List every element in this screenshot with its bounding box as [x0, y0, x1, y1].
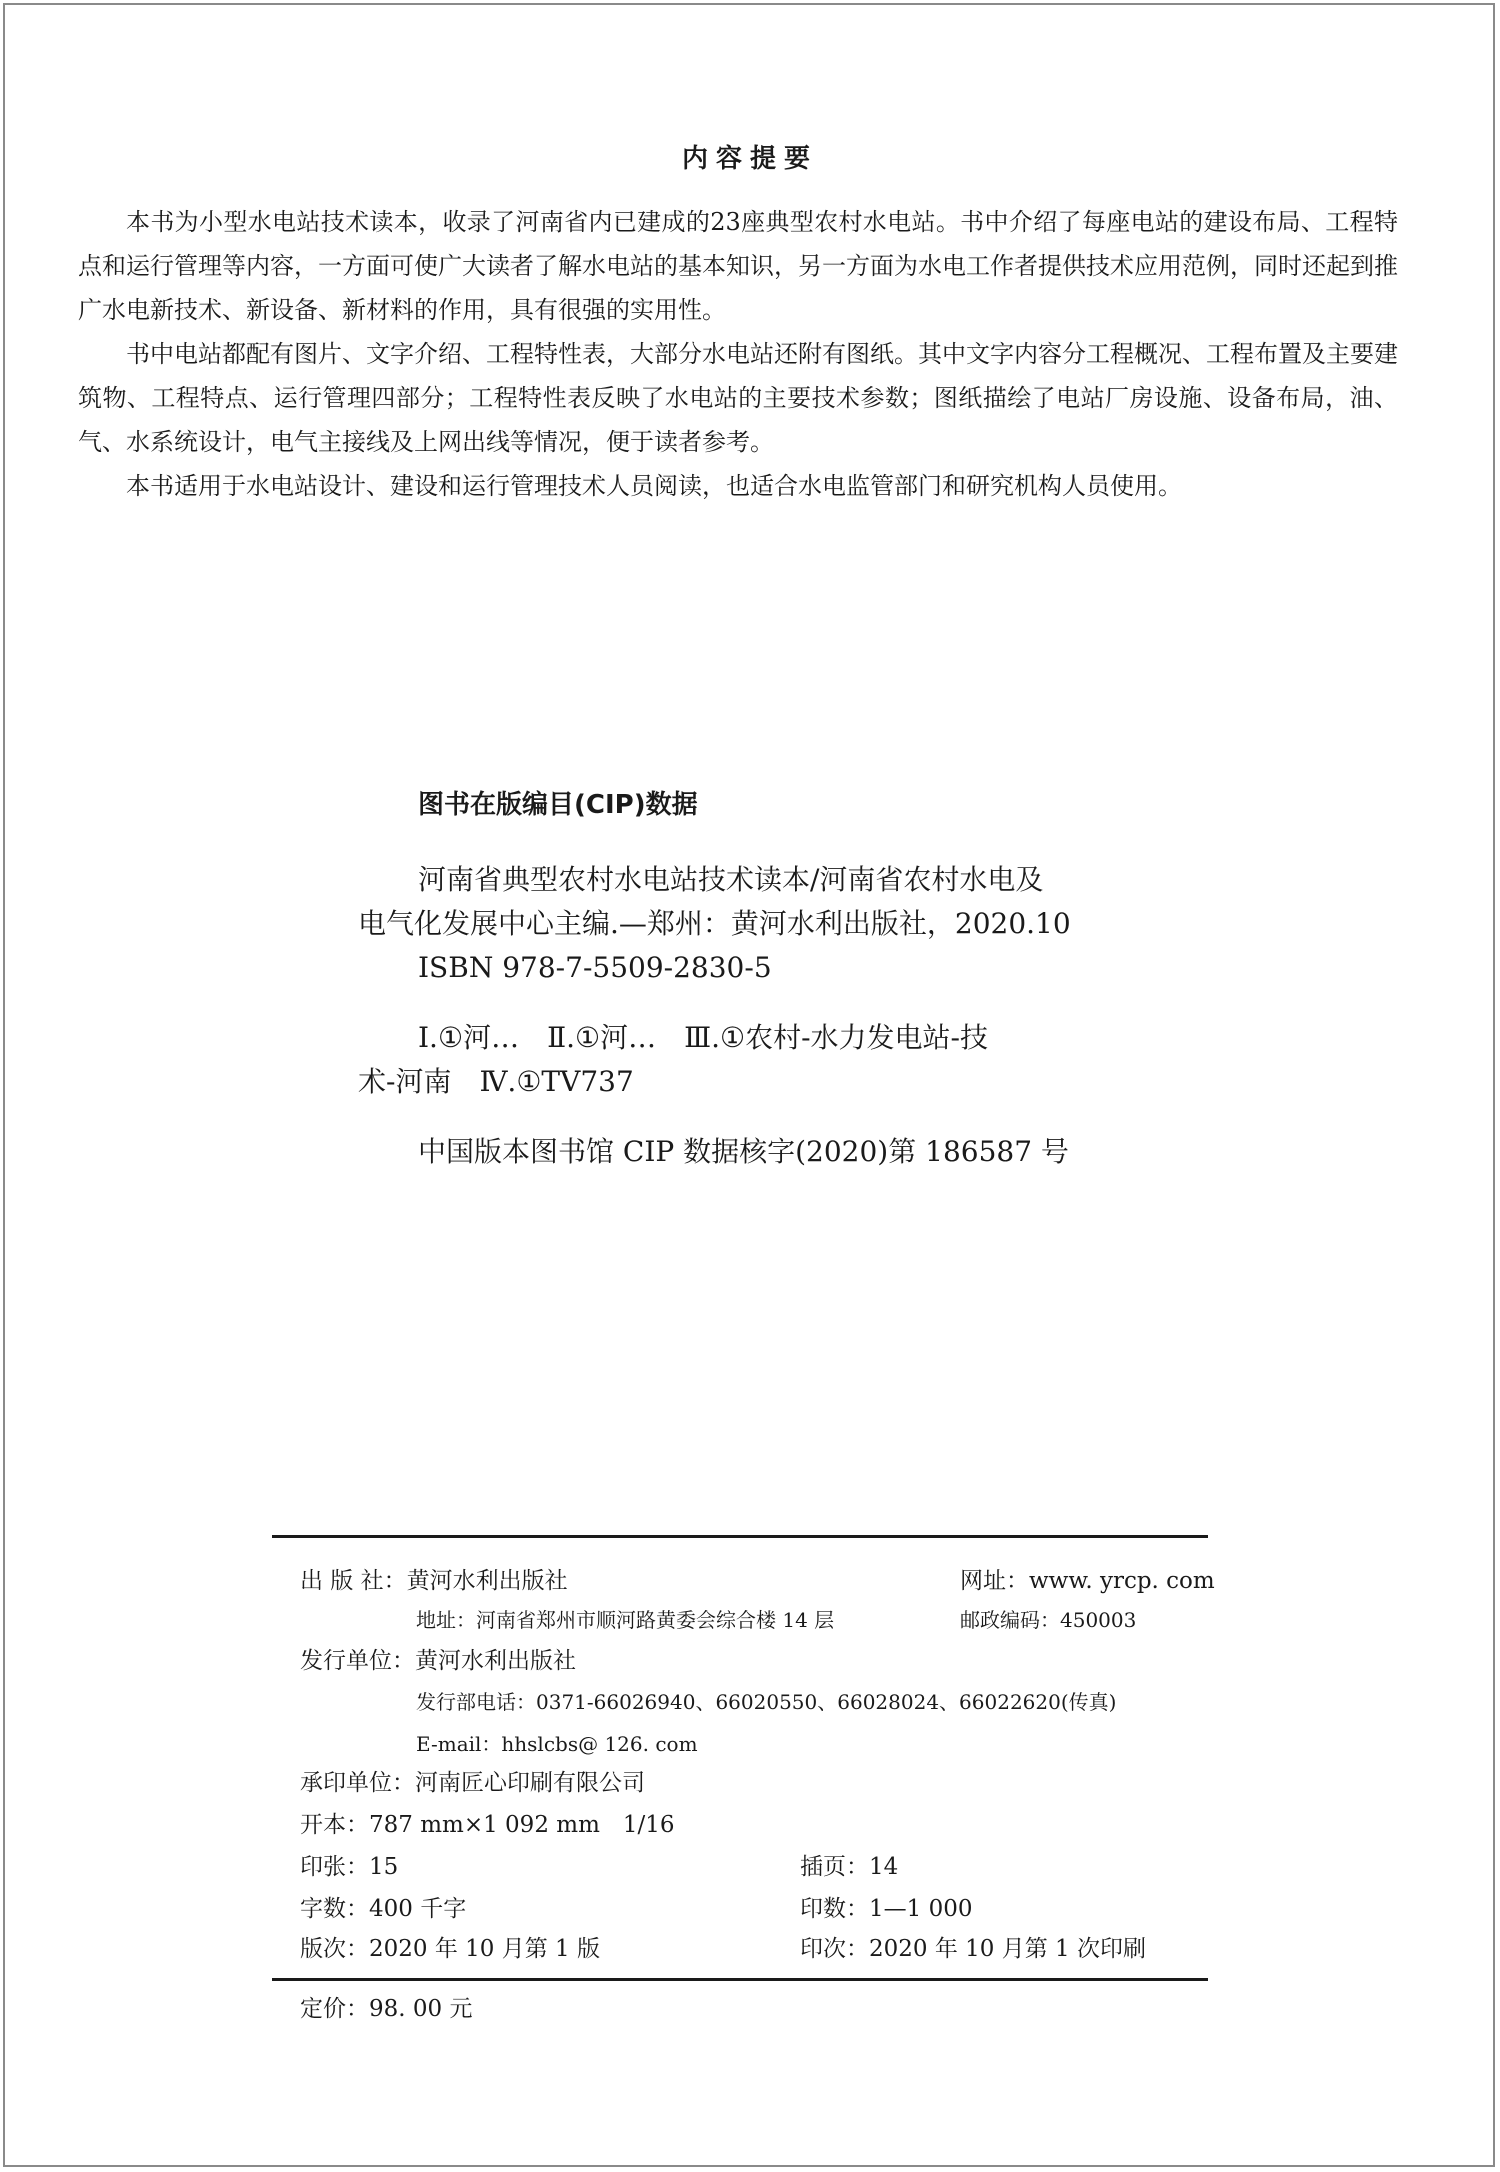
summary-body — [78, 200, 1398, 508]
cip-publication-line: 电气化发展中心主编.—郑州：黄河水利出版社，2020.10 — [358, 907, 1071, 940]
summary-paragraph: 本书为小型水电站技术读本，收录了河南省内已建成的23座典型农村水电站。书中介绍了每座电站的建设布局、工程特点和运行管理等内容，一方面可使广大读者了解水电站的基本知识，另一方面为水电工作者提供技术应用范例，同时还起到推广水电新技术、新设备、新材料的作用，具有很强的实用性。 — [78, 208, 1398, 324]
price: 定价：98. 00 元 — [300, 1996, 473, 2022]
email: E-mail：hhslcbs@ 126. com — [416, 1732, 698, 1756]
summary-paragraph: 本书适用于水电站设计、建设和运行管理技术人员阅读，也适合水电监管部门和研究机构人员使用。 — [126, 472, 1182, 500]
postcode: 邮政编码：450003 — [960, 1608, 1137, 1632]
cip-classification-cont: 术-河南 Ⅳ.①TV737 — [358, 1065, 634, 1098]
summary-heading: 内容提要 — [681, 144, 818, 174]
cip-classification: Ⅰ.①河… Ⅱ.①河… Ⅲ.①农村-水力发电站-技 — [418, 1021, 989, 1054]
format: 开本：787 mm×1 092 mm 1/16 — [300, 1812, 675, 1838]
address: 地址：河南省郑州市顺河路黄委会综合楼 14 层 — [416, 1608, 835, 1632]
cip-title-line: 河南省典型农村水电站技术读本/河南省农村水电及 — [418, 863, 1044, 896]
website: 网址：www. yrcp. com — [960, 1568, 1215, 1594]
printed-sheets: 印张：15 — [300, 1854, 399, 1880]
plates: 插页：14 — [800, 1854, 899, 1880]
cip-isbn: ISBN 978-7-5509-2830-5 — [418, 951, 772, 984]
colophon-bottom-rule — [272, 1978, 1208, 1981]
colophon-top-rule — [272, 1535, 1208, 1538]
edition: 版次：2020 年 10 月第 1 版 — [300, 1936, 600, 1962]
print-run: 印数：1—1 000 — [800, 1896, 973, 1922]
impression: 印次：2020 年 10 月第 1 次印刷 — [800, 1936, 1146, 1962]
word-count: 字数：400 千字 — [300, 1896, 467, 1922]
cip-title: 图书在版编目(CIP)数据 — [418, 790, 698, 820]
cip-record-number: 中国版本图书馆 CIP 数据核字(2020)第 186587 号 — [418, 1135, 1069, 1168]
distributor: 发行单位：黄河水利出版社 — [300, 1648, 576, 1674]
publisher: 出 版 社：黄河水利出版社 — [300, 1568, 568, 1594]
printer: 承印单位：河南匠心印刷有限公司 — [300, 1770, 645, 1796]
summary-paragraph: 书中电站都配有图片、文字介绍、工程特性表，大部分水电站还附有图纸。其中文字内容分工程概况、工程布置及主要建筑物、工程特点、运行管理四部分；工程特性表反映了水电站的主要技术参数；图纸描绘了电站厂房设施、设备布局，油、气、水系统设计，电气主接线及上网出线等情况，便于读者参考。 — [78, 340, 1398, 456]
phone: 发行部电话：0371-66026940、66020550、66028024、66022620(传真) — [416, 1690, 1117, 1714]
